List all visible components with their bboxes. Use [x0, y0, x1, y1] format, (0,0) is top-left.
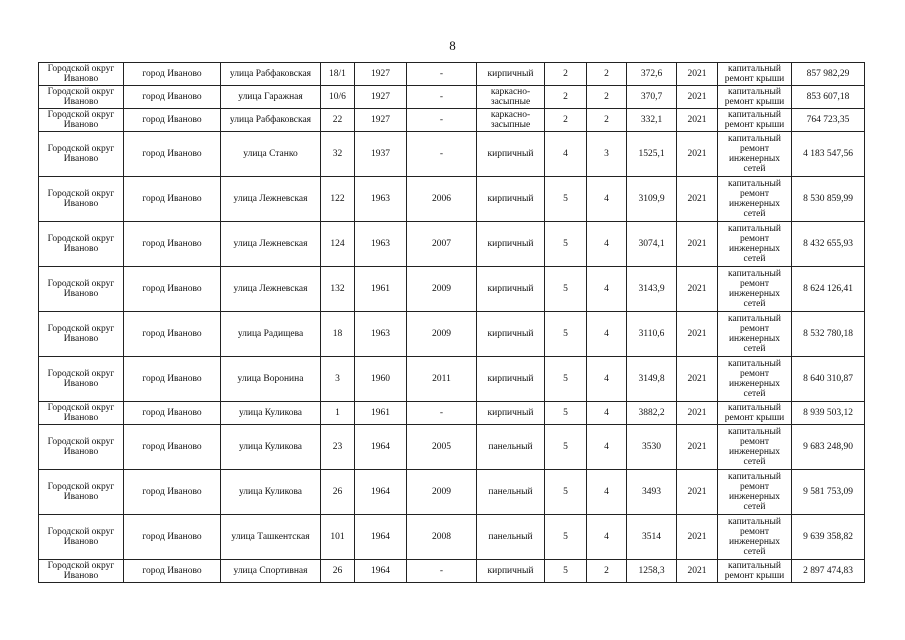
cell-year-built: 1960: [355, 357, 407, 402]
cell-district: Городской округ Иваново: [39, 470, 124, 515]
cell-wall-material: панельный: [477, 425, 545, 470]
cell-cost: 857 982,29: [792, 63, 865, 86]
cell-wall-material: панельный: [477, 470, 545, 515]
cell-work-type: капитальный ремонт крыши: [718, 63, 792, 86]
cell-work-type: капитальный ремонт крыши: [718, 402, 792, 425]
cell-year-reconstructed: 2009: [407, 312, 477, 357]
table-row: [39, 470, 865, 515]
cell-entrances: 2: [587, 109, 627, 132]
cell-year-built: 1937: [355, 132, 407, 177]
cell-street: улица Лежневская: [221, 177, 321, 222]
cell-street: улица Рабфаковская: [221, 63, 321, 86]
cell-cost: 8 640 310,87: [792, 357, 865, 402]
cell-entrances: 4: [587, 267, 627, 312]
cell-city: город Иваново: [124, 63, 221, 86]
cell-area: 370,7: [627, 86, 677, 109]
cell-entrances: 4: [587, 515, 627, 560]
cell-floors: 5: [545, 425, 587, 470]
cell-floors: 5: [545, 470, 587, 515]
cell-city: город Иваново: [124, 86, 221, 109]
cell-wall-material: кирпичный: [477, 177, 545, 222]
cell-district: Городской округ Иваново: [39, 357, 124, 402]
cell-work-type: капитальный ремонт инженерных сетей: [718, 267, 792, 312]
cell-year-reconstructed: 2006: [407, 177, 477, 222]
cell-city: город Иваново: [124, 470, 221, 515]
cell-city: город Иваново: [124, 222, 221, 267]
cell-entrances: 4: [587, 425, 627, 470]
cell-year-reconstructed: -: [407, 402, 477, 425]
cell-street: улица Станко: [221, 132, 321, 177]
cell-wall-material: каркасно-засыпные: [477, 86, 545, 109]
cell-house-number: 10/6: [321, 86, 355, 109]
cell-house-number: 22: [321, 109, 355, 132]
cell-year-reconstructed: -: [407, 109, 477, 132]
cell-district: Городской округ Иваново: [39, 86, 124, 109]
cell-area: 1258,3: [627, 560, 677, 583]
cell-city: город Иваново: [124, 402, 221, 425]
cell-year-built: 1963: [355, 312, 407, 357]
cell-district: Городской округ Иваново: [39, 222, 124, 267]
cell-cost: 9 683 248,90: [792, 425, 865, 470]
cell-cost: 2 897 474,83: [792, 560, 865, 583]
cell-floors: 5: [545, 357, 587, 402]
cell-floors: 5: [545, 402, 587, 425]
cell-entrances: 2: [587, 86, 627, 109]
cell-cost: 764 723,35: [792, 109, 865, 132]
cell-entrances: 4: [587, 312, 627, 357]
cell-house-number: 101: [321, 515, 355, 560]
cell-floors: 2: [545, 63, 587, 86]
cell-area: 332,1: [627, 109, 677, 132]
cell-house-number: 1: [321, 402, 355, 425]
cell-year-built: 1961: [355, 402, 407, 425]
cell-area: 3074,1: [627, 222, 677, 267]
cell-area: 3110,6: [627, 312, 677, 357]
cell-work-type: капитальный ремонт инженерных сетей: [718, 132, 792, 177]
cell-city: город Иваново: [124, 425, 221, 470]
cell-entrances: 4: [587, 470, 627, 515]
cell-wall-material: кирпичный: [477, 132, 545, 177]
cell-year-built: 1963: [355, 222, 407, 267]
cell-cost: 8 530 859,99: [792, 177, 865, 222]
cell-work-type: капитальный ремонт инженерных сетей: [718, 357, 792, 402]
cell-area: 3530: [627, 425, 677, 470]
cell-district: Городской округ Иваново: [39, 402, 124, 425]
cell-year-built: 1963: [355, 177, 407, 222]
cell-floors: 2: [545, 109, 587, 132]
cell-year-reconstructed: -: [407, 86, 477, 109]
cell-work-type: капитальный ремонт крыши: [718, 109, 792, 132]
cell-street: улица Радищева: [221, 312, 321, 357]
cell-work-type: капитальный ремонт инженерных сетей: [718, 515, 792, 560]
cell-year-reconstructed: -: [407, 132, 477, 177]
cell-entrances: 4: [587, 357, 627, 402]
cell-year-reconstructed: 2011: [407, 357, 477, 402]
table-row: [39, 109, 865, 132]
cell-year-built: 1964: [355, 560, 407, 583]
cell-planned-year: 2021: [677, 63, 718, 86]
table-row: [39, 132, 865, 177]
table-row: [39, 63, 865, 86]
cell-wall-material: кирпичный: [477, 222, 545, 267]
cell-city: город Иваново: [124, 560, 221, 583]
cell-year-built: 1927: [355, 63, 407, 86]
cell-year-reconstructed: -: [407, 63, 477, 86]
cell-house-number: 18/1: [321, 63, 355, 86]
cell-planned-year: 2021: [677, 357, 718, 402]
cell-street: улица Куликова: [221, 402, 321, 425]
cell-district: Городской округ Иваново: [39, 312, 124, 357]
cell-street: улица Спортивная: [221, 560, 321, 583]
cell-planned-year: 2021: [677, 402, 718, 425]
cell-district: Городской округ Иваново: [39, 63, 124, 86]
cell-wall-material: кирпичный: [477, 560, 545, 583]
cell-district: Городской округ Иваново: [39, 132, 124, 177]
cell-wall-material: кирпичный: [477, 312, 545, 357]
cell-year-reconstructed: 2008: [407, 515, 477, 560]
cell-planned-year: 2021: [677, 312, 718, 357]
cell-house-number: 124: [321, 222, 355, 267]
table-row: [39, 86, 865, 109]
cell-street: улица Лежневская: [221, 267, 321, 312]
cell-cost: 8 624 126,41: [792, 267, 865, 312]
cell-planned-year: 2021: [677, 86, 718, 109]
cell-year-built: 1964: [355, 470, 407, 515]
cell-cost: 9 581 753,09: [792, 470, 865, 515]
cell-work-type: капитальный ремонт инженерных сетей: [718, 222, 792, 267]
cell-district: Городской округ Иваново: [39, 515, 124, 560]
cell-wall-material: кирпичный: [477, 267, 545, 312]
cell-planned-year: 2021: [677, 425, 718, 470]
cell-entrances: 4: [587, 402, 627, 425]
table-row: [39, 177, 865, 222]
cell-area: 3493: [627, 470, 677, 515]
cell-wall-material: панельный: [477, 515, 545, 560]
table-row: [39, 267, 865, 312]
cell-year-built: 1927: [355, 109, 407, 132]
cell-wall-material: кирпичный: [477, 402, 545, 425]
cell-planned-year: 2021: [677, 470, 718, 515]
cell-entrances: 4: [587, 177, 627, 222]
table-row: [39, 312, 865, 357]
cell-area: 3149,8: [627, 357, 677, 402]
cell-area: 3882,2: [627, 402, 677, 425]
cell-city: город Иваново: [124, 267, 221, 312]
cell-district: Городской округ Иваново: [39, 425, 124, 470]
cell-district: Городской округ Иваново: [39, 560, 124, 583]
cell-cost: 4 183 547,56: [792, 132, 865, 177]
cell-district: Городской округ Иваново: [39, 177, 124, 222]
cell-floors: 5: [545, 177, 587, 222]
table-row: [39, 560, 865, 583]
cell-area: 3514: [627, 515, 677, 560]
cell-city: город Иваново: [124, 177, 221, 222]
cell-planned-year: 2021: [677, 515, 718, 560]
cell-planned-year: 2021: [677, 177, 718, 222]
cell-year-reconstructed: 2009: [407, 470, 477, 515]
cell-house-number: 18: [321, 312, 355, 357]
cell-area: 1525,1: [627, 132, 677, 177]
cell-work-type: капитальный ремонт инженерных сетей: [718, 312, 792, 357]
cell-house-number: 23: [321, 425, 355, 470]
cell-wall-material: каркасно-засыпные: [477, 109, 545, 132]
cell-wall-material: кирпичный: [477, 357, 545, 402]
cell-floors: 5: [545, 560, 587, 583]
cell-year-built: 1927: [355, 86, 407, 109]
cell-year-reconstructed: 2009: [407, 267, 477, 312]
cell-floors: 5: [545, 222, 587, 267]
cell-floors: 4: [545, 132, 587, 177]
cell-house-number: 122: [321, 177, 355, 222]
cell-year-built: 1964: [355, 515, 407, 560]
cell-city: город Иваново: [124, 312, 221, 357]
cell-floors: 5: [545, 515, 587, 560]
cell-street: улица Куликова: [221, 470, 321, 515]
cell-area: 3143,9: [627, 267, 677, 312]
cell-street: улица Лежневская: [221, 222, 321, 267]
cell-work-type: капитальный ремонт инженерных сетей: [718, 470, 792, 515]
cell-work-type: капитальный ремонт инженерных сетей: [718, 177, 792, 222]
cell-cost: 8 532 780,18: [792, 312, 865, 357]
table-row: [39, 222, 865, 267]
cell-entrances: 2: [587, 560, 627, 583]
cell-work-type: капитальный ремонт крыши: [718, 560, 792, 583]
cell-city: город Иваново: [124, 132, 221, 177]
cell-district: Городской округ Иваново: [39, 109, 124, 132]
page-number: 8: [449, 38, 456, 53]
cell-house-number: 26: [321, 560, 355, 583]
cell-cost: 8 939 503,12: [792, 402, 865, 425]
cell-city: город Иваново: [124, 515, 221, 560]
cell-planned-year: 2021: [677, 267, 718, 312]
cell-floors: 5: [545, 312, 587, 357]
table-row: [39, 402, 865, 425]
cell-area: 372,6: [627, 63, 677, 86]
cell-entrances: 4: [587, 222, 627, 267]
cell-year-reconstructed: 2005: [407, 425, 477, 470]
cell-street: улица Гаражная: [221, 86, 321, 109]
cell-entrances: 3: [587, 132, 627, 177]
table-row: [39, 515, 865, 560]
cell-street: улица Ташкентская: [221, 515, 321, 560]
cell-district: Городской округ Иваново: [39, 267, 124, 312]
cell-house-number: 132: [321, 267, 355, 312]
cell-year-built: 1964: [355, 425, 407, 470]
cell-floors: 2: [545, 86, 587, 109]
cell-street: улица Воронина: [221, 357, 321, 402]
cell-cost: 8 432 655,93: [792, 222, 865, 267]
cell-house-number: 32: [321, 132, 355, 177]
cell-work-type: капитальный ремонт инженерных сетей: [718, 425, 792, 470]
cell-year-built: 1961: [355, 267, 407, 312]
table-body: [39, 63, 865, 583]
table-row: [39, 425, 865, 470]
cell-planned-year: 2021: [677, 222, 718, 267]
cell-planned-year: 2021: [677, 560, 718, 583]
cell-cost: 853 607,18: [792, 86, 865, 109]
cell-planned-year: 2021: [677, 109, 718, 132]
cell-city: город Иваново: [124, 357, 221, 402]
cell-entrances: 2: [587, 63, 627, 86]
cell-house-number: 26: [321, 470, 355, 515]
housing-repair-table: [38, 62, 865, 583]
cell-cost: 9 639 358,82: [792, 515, 865, 560]
cell-street: улица Рабфаковская: [221, 109, 321, 132]
cell-year-reconstructed: -: [407, 560, 477, 583]
cell-floors: 5: [545, 267, 587, 312]
cell-city: город Иваново: [124, 109, 221, 132]
cell-work-type: капитальный ремонт крыши: [718, 86, 792, 109]
cell-area: 3109,9: [627, 177, 677, 222]
cell-street: улица Куликова: [221, 425, 321, 470]
table-row: [39, 357, 865, 402]
cell-planned-year: 2021: [677, 132, 718, 177]
cell-house-number: 3: [321, 357, 355, 402]
cell-wall-material: кирпичный: [477, 63, 545, 86]
cell-year-reconstructed: 2007: [407, 222, 477, 267]
